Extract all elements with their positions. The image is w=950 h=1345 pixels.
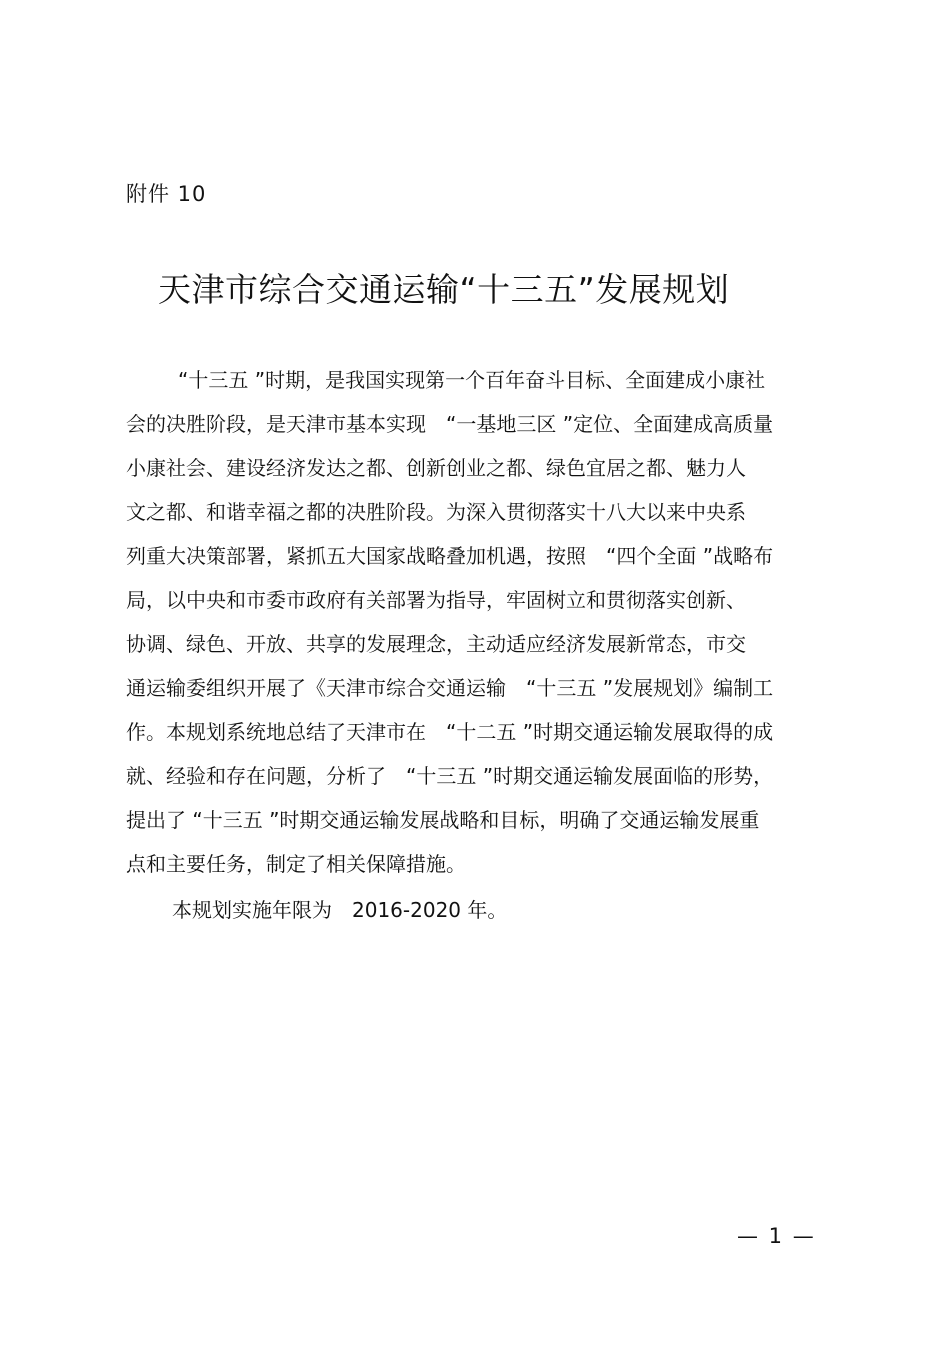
text-line: 协调、绿色、开放、共享的发展理念，主动适应经济发展新常态，市交 — [126, 632, 746, 656]
text-line: 作。本规划系统地总结了天津市在 “十二五 ”时期交通运输发展取得的成 — [126, 720, 774, 744]
text-line: 通运输委组织开展了《天津市综合交通运输 “十三五 ”发展规划》编制工 — [126, 676, 774, 700]
text-line: 本规划实施年限为 2016-2020 年。 — [172, 898, 508, 922]
text-line: 提出了 “十三五 ”时期交通运输发展战略和目标，明确了交通运输发展重 — [126, 808, 760, 832]
attachment-label: 附件 10 — [126, 182, 207, 206]
text-line: 就、经验和存在问题，分析了 “十三五 ”时期交通运输发展面临的形势， — [126, 764, 774, 788]
text-line: 会的决胜阶段，是天津市基本实现 “一基地三区 ”定位、全面建成高质量 — [126, 412, 774, 436]
text-line: 小康社会、建设经济发达之都、创新创业之都、绿色宜居之都、魅力人 — [126, 456, 746, 480]
text-line: 文之都、和谐幸福之都的决胜阶段。为深入贯彻落实十八大以来中央系 — [126, 500, 746, 524]
text-line: 列重大决策部署，紧抓五大国家战略叠加机遇，按照 “四个全面 ”战略布 — [126, 544, 774, 568]
text-line: 点和主要任务，制定了相关保障措施。 — [126, 852, 466, 876]
page-number: — 1 — — [737, 1224, 816, 1248]
text-line: “十三五 ”时期，是我国实现第一个百年奋斗目标、全面建成小康社 — [178, 368, 766, 392]
document-title: 天津市综合交通运输“十三五”发展规划 — [158, 270, 730, 309]
text-line: 局，以中央和市委市政府有关部署为指导，牢固树立和贯彻落实创新、 — [126, 588, 746, 612]
